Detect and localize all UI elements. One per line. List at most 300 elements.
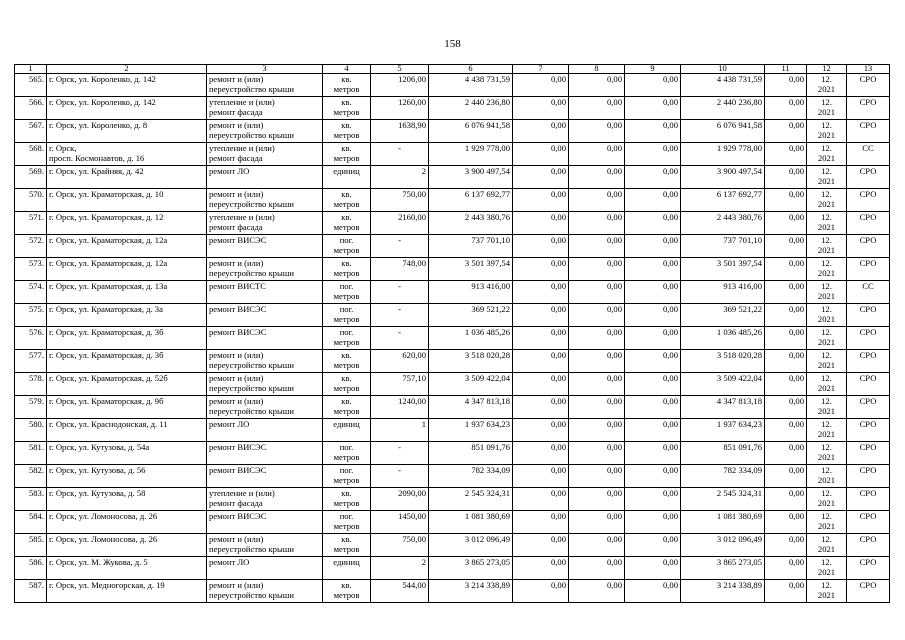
total-cost-cell-text: 3 214 338,89 xyxy=(464,580,510,590)
volume-cell-text: 2 xyxy=(421,166,426,176)
value-cell-text: 0,00 xyxy=(662,557,678,567)
table-row xyxy=(15,327,890,350)
row-number-cell xyxy=(15,258,47,281)
value-cell-text: 0,00 xyxy=(662,143,678,153)
value-cell xyxy=(569,419,625,442)
work-type-cell xyxy=(207,442,323,465)
value-cell-text: 0,00 xyxy=(788,396,804,406)
owner-funds-cell xyxy=(681,120,765,143)
fund-mode-cell xyxy=(847,97,890,120)
total-cost-cell-text: 1 929 778,00 xyxy=(464,143,510,153)
address-cell-text: г. Орск, ул. Короленко, д. 142 xyxy=(49,97,156,107)
unit-cell-text: кв. xyxy=(341,212,352,222)
work-type-cell-text: ремонт фасада xyxy=(209,107,263,117)
total-cost-cell xyxy=(429,258,513,281)
header-cell: 12 xyxy=(807,65,847,74)
volume-cell-text: 1 xyxy=(421,419,426,429)
table-row xyxy=(15,120,890,143)
value-cell-text: 0,00 xyxy=(550,534,566,544)
work-type-cell-text: ремонт и (или) xyxy=(209,120,264,130)
volume-cell xyxy=(371,120,429,143)
unit-cell xyxy=(323,304,371,327)
address-cell xyxy=(47,419,207,442)
value-cell xyxy=(765,212,807,235)
total-cost-cell xyxy=(429,166,513,189)
fund-mode-cell xyxy=(847,396,890,419)
total-cost-cell-text: 851 091,76 xyxy=(471,442,510,452)
value-cell-text: 0,00 xyxy=(550,488,566,498)
period-cell-text: 2021 xyxy=(817,544,836,554)
work-type-cell-text: ремонт ВИСЭС xyxy=(209,304,267,314)
value-cell-text: 0,00 xyxy=(606,281,622,291)
row-number-cell xyxy=(15,97,47,120)
unit-cell-text: пог. xyxy=(339,442,354,452)
value-cell xyxy=(625,235,681,258)
header-cell: 2 xyxy=(47,65,207,74)
work-type-cell xyxy=(207,580,323,603)
total-cost-cell xyxy=(429,419,513,442)
value-cell xyxy=(625,327,681,350)
row-number-cell xyxy=(15,74,47,97)
fund-mode-cell-text: СРО xyxy=(859,465,877,475)
period-cell-text: 2021 xyxy=(817,153,836,163)
fund-mode-cell-text: СРО xyxy=(859,488,877,498)
value-cell xyxy=(513,189,569,212)
owner-funds-cell xyxy=(681,166,765,189)
value-cell xyxy=(765,557,807,580)
unit-cell xyxy=(323,120,371,143)
value-cell xyxy=(569,534,625,557)
unit-cell xyxy=(323,212,371,235)
owner-funds-cell-text: 3 865 273,05 xyxy=(716,557,762,567)
fund-mode-cell-text: СРО xyxy=(859,442,877,452)
table-body xyxy=(15,74,890,603)
volume-cell-text: 1260,00 xyxy=(398,97,426,107)
unit-cell-text: метров xyxy=(333,314,360,324)
row-number-cell-text: 576. xyxy=(28,327,44,337)
value-cell xyxy=(625,350,681,373)
unit-cell-text: кв. xyxy=(341,488,352,498)
volume-cell xyxy=(371,327,429,350)
total-cost-cell xyxy=(429,120,513,143)
row-number-cell xyxy=(15,557,47,580)
value-cell-text: 0,00 xyxy=(788,143,804,153)
value-cell xyxy=(569,465,625,488)
address-cell xyxy=(47,327,207,350)
value-cell-text: 0,00 xyxy=(788,281,804,291)
unit-cell-text: пог. xyxy=(339,235,354,245)
period-cell-text: 2021 xyxy=(817,383,836,393)
total-cost-cell-text: 3 865 273,05 xyxy=(464,557,510,567)
row-number-cell xyxy=(15,304,47,327)
fund-mode-cell xyxy=(847,580,890,603)
period-cell-text: 12. xyxy=(821,281,832,291)
value-cell xyxy=(625,304,681,327)
volume-cell-text: - xyxy=(398,235,401,245)
owner-funds-cell xyxy=(681,97,765,120)
value-cell-text: 0,00 xyxy=(788,442,804,452)
work-type-cell-text: переустройство крыши xyxy=(209,406,294,416)
address-cell xyxy=(47,212,207,235)
unit-cell-text: кв. xyxy=(341,396,352,406)
value-cell xyxy=(625,580,681,603)
owner-funds-cell xyxy=(681,419,765,442)
work-type-cell-text: ремонт и (или) xyxy=(209,580,264,590)
fund-mode-cell-text: СРО xyxy=(859,120,877,130)
value-cell-text: 0,00 xyxy=(662,465,678,475)
owner-funds-cell xyxy=(681,189,765,212)
period-cell-text: 12. xyxy=(821,373,832,383)
work-type-cell xyxy=(207,419,323,442)
total-cost-cell xyxy=(429,74,513,97)
work-type-cell-text: ремонт ВИСЭС xyxy=(209,327,267,337)
value-cell xyxy=(625,419,681,442)
volume-cell-text: - xyxy=(398,281,401,291)
unit-cell-text: кв. xyxy=(341,97,352,107)
address-cell-text: г. Орск, ул. Кутузова, д. 56 xyxy=(49,465,146,475)
fund-mode-cell-text: СРО xyxy=(859,350,877,360)
period-cell xyxy=(807,442,847,465)
unit-cell-text: единиц xyxy=(333,419,360,429)
value-cell-text: 0,00 xyxy=(550,557,566,567)
owner-funds-cell xyxy=(681,74,765,97)
total-cost-cell xyxy=(429,534,513,557)
period-cell-text: 2021 xyxy=(817,199,836,209)
value-cell xyxy=(513,212,569,235)
volume-cell-text: 1206,00 xyxy=(398,74,426,84)
value-cell xyxy=(513,534,569,557)
value-cell xyxy=(765,189,807,212)
table-row xyxy=(15,143,890,166)
owner-funds-cell-text: 913 416,00 xyxy=(723,281,762,291)
unit-cell-text: метров xyxy=(333,360,360,370)
period-cell xyxy=(807,580,847,603)
period-cell-text: 2021 xyxy=(817,222,836,232)
value-cell-text: 0,00 xyxy=(788,511,804,521)
value-cell xyxy=(513,557,569,580)
total-cost-cell xyxy=(429,511,513,534)
table-row xyxy=(15,557,890,580)
address-cell-text: г. Орск, ул. Краматорская, д. 3б xyxy=(49,327,164,337)
unit-cell-text: метров xyxy=(333,130,360,140)
unit-cell-text: кв. xyxy=(341,373,352,383)
total-cost-cell-text: 1 036 485,26 xyxy=(464,327,510,337)
address-cell xyxy=(47,304,207,327)
value-cell xyxy=(625,396,681,419)
fund-mode-cell xyxy=(847,212,890,235)
value-cell-text: 0,00 xyxy=(606,419,622,429)
header-cell: 8 xyxy=(569,65,625,74)
header-cell: 5 xyxy=(371,65,429,74)
value-cell-text: 0,00 xyxy=(550,396,566,406)
value-cell-text: 0,00 xyxy=(788,189,804,199)
unit-cell-text: пог. xyxy=(339,511,354,521)
period-cell-text: 2021 xyxy=(817,452,836,462)
fund-mode-cell-text: СРО xyxy=(859,511,877,521)
work-type-cell-text: ремонт и (или) xyxy=(209,258,264,268)
value-cell-text: 0,00 xyxy=(606,580,622,590)
value-cell xyxy=(569,488,625,511)
fund-mode-cell xyxy=(847,442,890,465)
work-type-cell-text: ремонт и (или) xyxy=(209,189,264,199)
value-cell-text: 0,00 xyxy=(606,143,622,153)
value-cell xyxy=(513,281,569,304)
period-cell-text: 12. xyxy=(821,557,832,567)
fund-mode-cell-text: СРО xyxy=(859,557,877,567)
period-cell xyxy=(807,488,847,511)
address-cell-text: просп. Космонавтов, д. 16 xyxy=(49,153,145,163)
unit-cell-text: метров xyxy=(333,84,360,94)
period-cell-text: 2021 xyxy=(817,498,836,508)
value-cell xyxy=(513,580,569,603)
unit-cell-text: метров xyxy=(333,199,360,209)
value-cell-text: 0,00 xyxy=(606,488,622,498)
total-cost-cell-text: 4 347 813,18 xyxy=(464,396,510,406)
table-row xyxy=(15,373,890,396)
total-cost-cell-text: 737 701,10 xyxy=(471,235,510,245)
value-cell-text: 0,00 xyxy=(606,120,622,130)
value-cell xyxy=(765,235,807,258)
value-cell xyxy=(765,74,807,97)
row-number-cell xyxy=(15,419,47,442)
value-cell-text: 0,00 xyxy=(550,258,566,268)
unit-cell-text: метров xyxy=(333,337,360,347)
work-type-cell-text: ремонт и (или) xyxy=(209,74,264,84)
row-number-cell-text: 569. xyxy=(28,166,44,176)
row-number-cell-text: 581. xyxy=(28,442,44,452)
fund-mode-cell-text: СРО xyxy=(859,373,877,383)
work-type-cell-text: ремонт ВИСЭС xyxy=(209,442,267,452)
row-number-cell xyxy=(15,327,47,350)
work-type-cell-text: ремонт ВИСЭС xyxy=(209,465,267,475)
header-row xyxy=(15,65,890,74)
header-cell: 7 xyxy=(513,65,569,74)
period-cell-text: 12. xyxy=(821,212,832,222)
value-cell-text: 0,00 xyxy=(662,304,678,314)
address-cell-text: г. Орск, ул. Ломоносова, д. 26 xyxy=(49,534,158,544)
volume-cell-text: 2 xyxy=(421,557,426,567)
row-number-cell-text: 567. xyxy=(28,120,44,130)
total-cost-cell xyxy=(429,143,513,166)
row-number-cell xyxy=(15,465,47,488)
value-cell xyxy=(765,534,807,557)
owner-funds-cell-text: 3 214 338,89 xyxy=(716,580,762,590)
period-cell xyxy=(807,304,847,327)
work-type-cell xyxy=(207,143,323,166)
unit-cell-text: единиц xyxy=(333,166,360,176)
value-cell-text: 0,00 xyxy=(788,74,804,84)
period-cell-text: 12. xyxy=(821,166,832,176)
value-cell-text: 0,00 xyxy=(606,258,622,268)
table-row xyxy=(15,258,890,281)
owner-funds-cell-text: 2 440 236,80 xyxy=(716,97,762,107)
address-cell xyxy=(47,465,207,488)
unit-cell-text: пог. xyxy=(339,304,354,314)
fund-mode-cell-text: СРО xyxy=(859,74,877,84)
table-row xyxy=(15,396,890,419)
total-cost-cell-text: 2 440 236,80 xyxy=(464,97,510,107)
unit-cell xyxy=(323,189,371,212)
period-cell xyxy=(807,189,847,212)
value-cell-text: 0,00 xyxy=(662,281,678,291)
unit-cell-text: метров xyxy=(333,498,360,508)
row-number-cell xyxy=(15,396,47,419)
table-row xyxy=(15,419,890,442)
work-type-cell xyxy=(207,373,323,396)
value-cell-text: 0,00 xyxy=(662,235,678,245)
header-cell: 4 xyxy=(323,65,371,74)
volume-cell xyxy=(371,350,429,373)
value-cell xyxy=(625,258,681,281)
value-cell xyxy=(765,143,807,166)
fund-mode-cell-text: СРО xyxy=(859,327,877,337)
unit-cell-text: метров xyxy=(333,521,360,531)
volume-cell-text: 1240,00 xyxy=(398,396,426,406)
row-number-cell xyxy=(15,143,47,166)
value-cell-text: 0,00 xyxy=(788,327,804,337)
fund-mode-cell xyxy=(847,534,890,557)
volume-cell-text: 1638,90 xyxy=(398,120,426,130)
row-number-cell xyxy=(15,189,47,212)
work-type-cell xyxy=(207,511,323,534)
period-cell-text: 12. xyxy=(821,488,832,498)
unit-cell xyxy=(323,465,371,488)
work-type-cell-text: ремонт и (или) xyxy=(209,373,264,383)
value-cell-text: 0,00 xyxy=(788,166,804,176)
period-cell-text: 2021 xyxy=(817,590,836,600)
address-cell-text: г. Орск, ул. Краматорская, д. 3б xyxy=(49,350,164,360)
owner-funds-cell-text: 1 937 634,23 xyxy=(716,419,762,429)
fund-mode-cell xyxy=(847,235,890,258)
value-cell xyxy=(625,373,681,396)
period-cell xyxy=(807,258,847,281)
work-type-cell xyxy=(207,120,323,143)
value-cell-text: 0,00 xyxy=(662,534,678,544)
period-cell-text: 2021 xyxy=(817,84,836,94)
value-cell-text: 0,00 xyxy=(550,143,566,153)
address-cell xyxy=(47,557,207,580)
total-cost-cell xyxy=(429,373,513,396)
value-cell xyxy=(569,166,625,189)
row-number-cell-text: 584. xyxy=(28,511,44,521)
value-cell xyxy=(569,350,625,373)
value-cell xyxy=(569,327,625,350)
value-cell xyxy=(625,511,681,534)
value-cell xyxy=(569,212,625,235)
value-cell-text: 0,00 xyxy=(662,212,678,222)
unit-cell-text: кв. xyxy=(341,350,352,360)
work-type-cell xyxy=(207,74,323,97)
volume-cell-text: 2090,00 xyxy=(398,488,426,498)
value-cell xyxy=(765,304,807,327)
value-cell-text: 0,00 xyxy=(662,419,678,429)
period-cell xyxy=(807,281,847,304)
owner-funds-cell xyxy=(681,143,765,166)
row-number-cell xyxy=(15,511,47,534)
value-cell-text: 0,00 xyxy=(550,74,566,84)
volume-cell xyxy=(371,235,429,258)
value-cell xyxy=(569,235,625,258)
unit-cell-text: метров xyxy=(333,590,360,600)
total-cost-cell xyxy=(429,304,513,327)
address-cell xyxy=(47,488,207,511)
volume-cell-text: 750,00 xyxy=(402,534,426,544)
value-cell-text: 0,00 xyxy=(550,442,566,452)
period-cell-text: 2021 xyxy=(817,314,836,324)
work-type-cell-text: утепление и (или) xyxy=(209,97,275,107)
value-cell-text: 0,00 xyxy=(788,258,804,268)
unit-cell xyxy=(323,580,371,603)
volume-cell xyxy=(371,511,429,534)
value-cell xyxy=(765,442,807,465)
unit-cell xyxy=(323,488,371,511)
owner-funds-cell-text: 4 438 731,59 xyxy=(716,74,762,84)
address-cell xyxy=(47,396,207,419)
unit-cell-text: кв. xyxy=(341,580,352,590)
period-cell-text: 2021 xyxy=(817,360,836,370)
value-cell-text: 0,00 xyxy=(550,281,566,291)
row-number-cell-text: 574. xyxy=(28,281,44,291)
owner-funds-cell-text: 3 012 096,49 xyxy=(716,534,762,544)
volume-cell xyxy=(371,465,429,488)
volume-cell xyxy=(371,189,429,212)
work-type-cell xyxy=(207,350,323,373)
work-type-cell xyxy=(207,327,323,350)
period-cell-text: 2021 xyxy=(817,291,836,301)
value-cell-text: 0,00 xyxy=(662,396,678,406)
unit-cell-text: метров xyxy=(333,222,360,232)
unit-cell xyxy=(323,396,371,419)
address-cell xyxy=(47,350,207,373)
value-cell-text: 0,00 xyxy=(662,74,678,84)
value-cell-text: 0,00 xyxy=(788,97,804,107)
value-cell xyxy=(765,511,807,534)
work-type-cell xyxy=(207,534,323,557)
work-type-cell-text: ремонт ВИСЭС xyxy=(209,235,267,245)
volume-cell xyxy=(371,534,429,557)
fund-mode-cell-text: СРО xyxy=(859,580,877,590)
value-cell xyxy=(625,189,681,212)
row-number-cell-text: 571. xyxy=(28,212,44,222)
value-cell xyxy=(625,488,681,511)
owner-funds-cell xyxy=(681,304,765,327)
row-number-cell xyxy=(15,235,47,258)
period-cell-text: 2021 xyxy=(817,268,836,278)
period-cell xyxy=(807,143,847,166)
owner-funds-cell-text: 1 081 380,69 xyxy=(716,511,762,521)
period-cell-text: 2021 xyxy=(817,406,836,416)
period-cell-text: 12. xyxy=(821,511,832,521)
value-cell xyxy=(765,350,807,373)
address-cell xyxy=(47,74,207,97)
fund-mode-cell xyxy=(847,166,890,189)
volume-cell-text: 2160,00 xyxy=(398,212,426,222)
row-number-cell-text: 578. xyxy=(28,373,44,383)
address-cell xyxy=(47,189,207,212)
volume-cell xyxy=(371,396,429,419)
total-cost-cell xyxy=(429,557,513,580)
volume-cell xyxy=(371,212,429,235)
address-cell-text: г. Орск, ул. Краматорская, д. 10 xyxy=(49,189,164,199)
value-cell xyxy=(513,235,569,258)
unit-cell xyxy=(323,442,371,465)
row-number-cell-text: 570. xyxy=(28,189,44,199)
period-cell-text: 2021 xyxy=(817,107,836,117)
address-cell-text: г. Орск, ул. Кутузова, д. 54а xyxy=(49,442,150,452)
owner-funds-cell-text: 3 509 422,04 xyxy=(716,373,762,383)
work-type-cell xyxy=(207,396,323,419)
volume-cell-text: - xyxy=(398,143,401,153)
